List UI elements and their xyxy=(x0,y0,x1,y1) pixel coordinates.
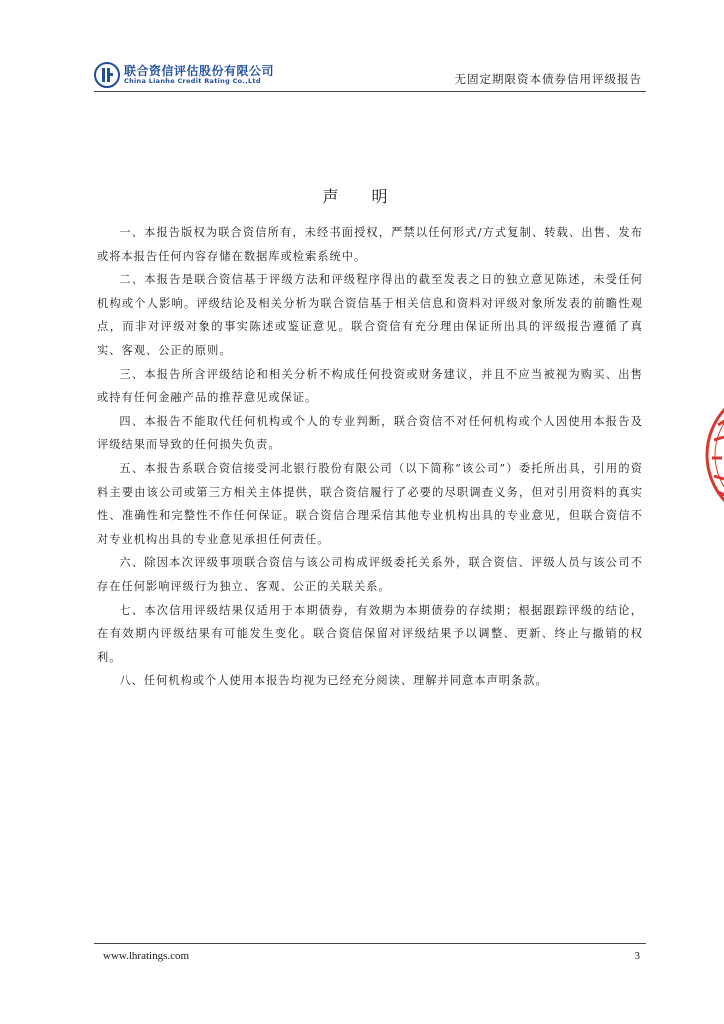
statement-paragraph-2: 二、本报告是联合资信基于评级方法和评级程序得出的截至发表之日的独立意见陈述，未受任何机构或个人影响。评级结论及相关分析为联合资信基于相关信息和资料对评级对象所发表的前瞻性观点，而非对评级对象的事实陈述或鉴证意见。联合资信有充分理由保证所出具的评级报告遵循了真实、客观、公正的原则。 xyxy=(97,273,643,357)
statement-paragraph-8: 八、任何机构或个人使用本报告均视为已经充分阅读、理解并同意本声明条款。 xyxy=(119,674,548,688)
statement-paragraph-5: 五、本报告系联合资信接受河北银行股份有限公司（以下简称“该公司”）委托所出具，引用的资料主要由该公司或第三方相关主体提供，联合资信履行了必要的尽职调查义务，但对引用资料的真实性、准确性和完整性不作任何保证。联合资信合理采信其他专业机构出具的专业意见，但联合资信不对专业机构出具的专业意见承担任何责任。 xyxy=(97,461,643,546)
page-number: 3 xyxy=(634,950,640,962)
footer-website: www.lhratings.com xyxy=(103,950,190,962)
statement-paragraph-6: 六、除因本次评级事项联合资信与该公司构成评级委托关系外，联合资信、评级人员与该公司不存在任何影响评级行为独立、客观、公正的关联关系。 xyxy=(97,556,643,593)
report-title: 无固定期限资本债券信用评级报告 xyxy=(454,72,642,86)
statement-paragraph-1: 一、本报告版权为联合资信所有，未经书面授权，严禁以任何形式/方式复制、转载、出售、发布或将本报告任何内容存储在数据库或检索系统中。 xyxy=(97,226,643,263)
company-name-cn: 联合资信评估股份有限公司 xyxy=(124,64,275,78)
page-header xyxy=(94,60,646,90)
header-divider xyxy=(94,91,646,92)
company-name-en: China Lianhe Credit Rating Co.,Ltd xyxy=(124,77,261,85)
company-seal-stamp xyxy=(700,380,724,530)
company-logo-icon xyxy=(94,62,120,88)
statement-paragraph-7: 七、本次信用评级结果仅适用于本期债券，有效期为本期债券的存续期；根据跟踪评级的结论，在有效期内评级结果有可能发生变化。联合资信保留对评级结果予以调整、更新、终止与撤销的权利。 xyxy=(97,603,643,664)
statement-paragraph-4: 四、本报告不能取代任何机构或个人的专业判断，联合资信不对任何机构或个人因使用本报告及评级结果而导致的任何损失负责。 xyxy=(97,414,643,452)
page-title: 声 明 xyxy=(322,186,402,206)
footer-divider xyxy=(94,943,646,944)
statement-body xyxy=(97,221,643,693)
statement-paragraph-3: 三、本报告所含评级结论和相关分析不构成任何投资或财务建议，并且不应当被视为购买、出售或持有任何金融产品的推荐意见或保证。 xyxy=(97,367,643,405)
